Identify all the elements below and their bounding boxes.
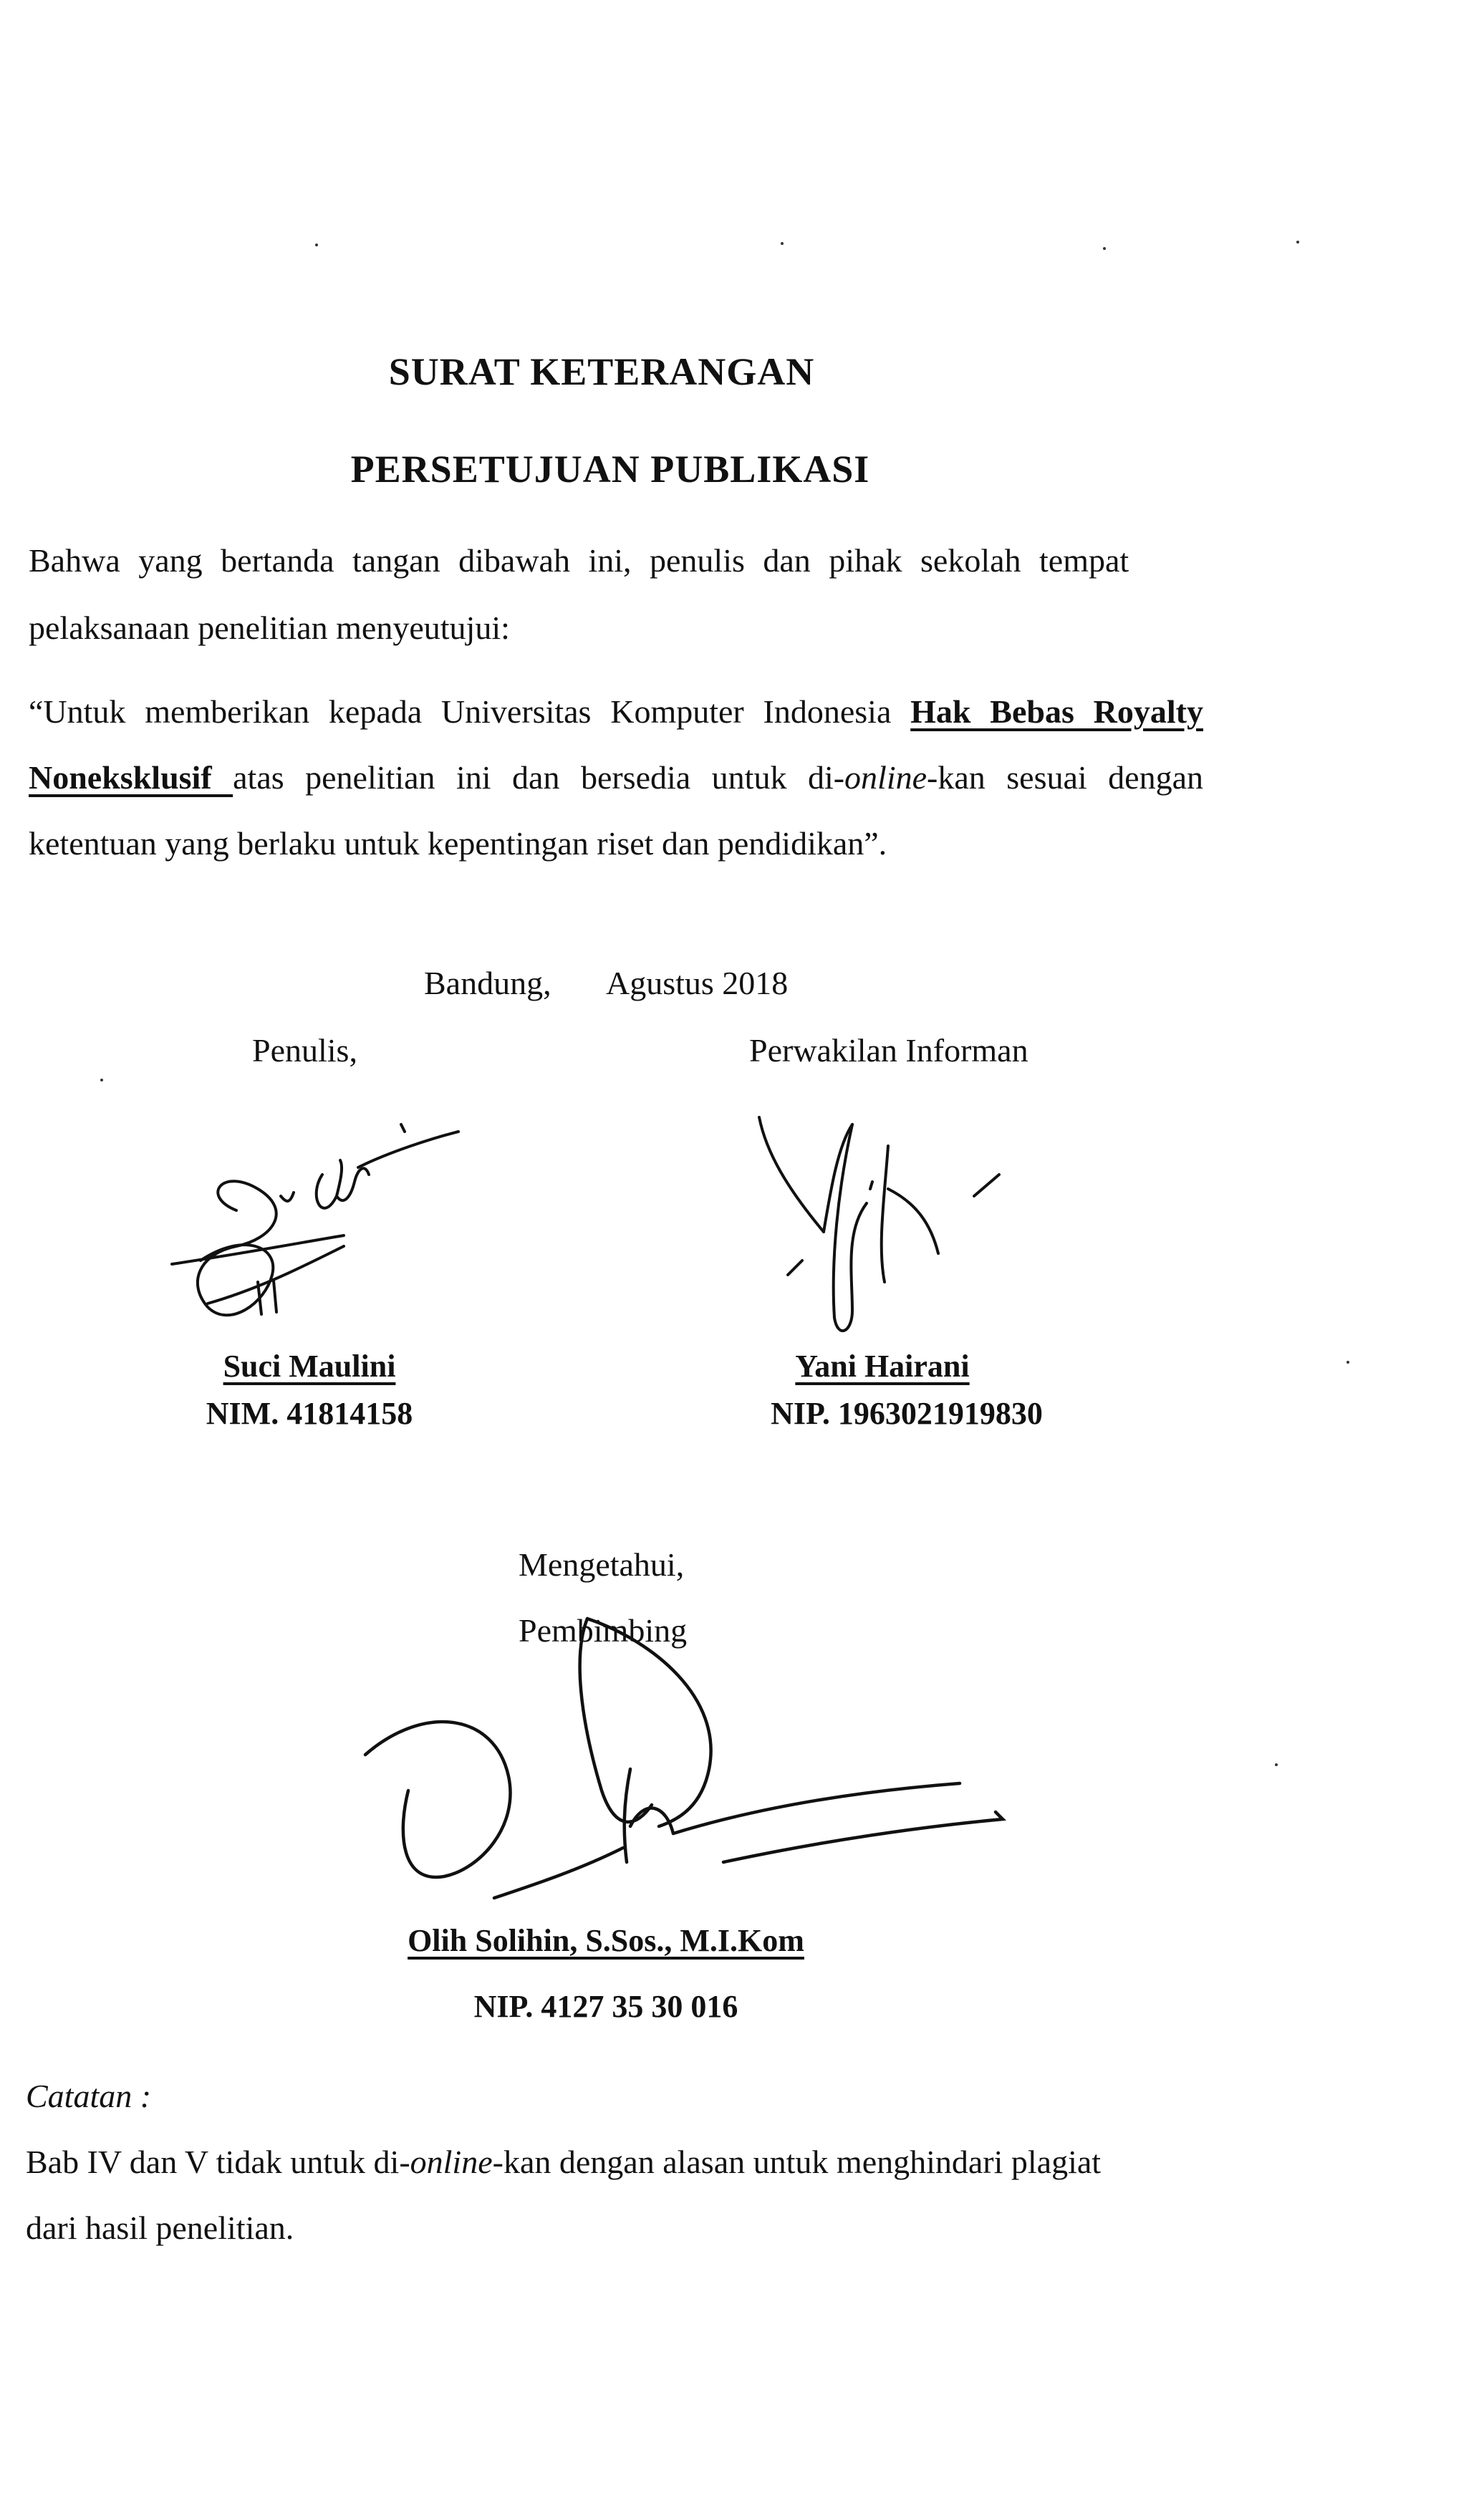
quote-text-2: atas penelitian ini dan bersedia untuk di-	[233, 759, 845, 796]
scan-speck	[1296, 241, 1299, 244]
intro-line-1: Bahwa yang bertanda tangan dibawah ini, penulis dan pihak sekolah tempat	[29, 542, 1129, 579]
note-label: Catatan :	[26, 2078, 152, 2114]
note-italic: online	[410, 2144, 493, 2180]
supervisor-id: NIP. 4127 35 30 016	[473, 1989, 738, 2024]
license-term: Hak Bebas Royalty Noneksklusif	[29, 693, 1203, 796]
scan-speck	[1103, 247, 1106, 250]
informant-name: Yani Hairani	[795, 1349, 970, 1384]
scan-speck	[1346, 1361, 1349, 1364]
scan-speck	[100, 1079, 103, 1081]
quote-italic: online	[844, 759, 928, 796]
informant-role: Perwakilan Informan	[749, 1032, 1028, 1069]
supervisor-name: Olih Solihin, S.Sos., M.I.Kom	[408, 1923, 804, 1958]
quote-paragraph	[29, 679, 1203, 877]
document-subtitle: PERSETUJUAN PUBLIKASI	[350, 448, 870, 491]
scan-speck	[781, 242, 784, 245]
writer-role: Penulis,	[252, 1032, 357, 1069]
scan-speck	[1275, 1763, 1278, 1766]
writer-name: Suci Maulini	[223, 1349, 396, 1384]
quote-text-3: -kan sesuai dengan ketentuan yang berlaku untuk kepentingan riset dan pendidikan”.	[29, 759, 1203, 862]
note-line-2: dari hasil penelitian.	[26, 2210, 294, 2246]
supervisor-signature	[365, 1590, 1024, 1927]
note-text-2: -kan dengan alasan untuk menghindari plagiat	[492, 2144, 1102, 2180]
note-line-1	[26, 2129, 1101, 2196]
supervisor-acknowledge: Mengetahui,	[519, 1546, 685, 1583]
place-city: Bandung,	[424, 965, 551, 1001]
informant-signature	[745, 1103, 1060, 1346]
note-text-1: Bab IV dan V tidak untuk di-	[26, 2144, 410, 2180]
informant-id: NIP. 1963021919830	[771, 1396, 1043, 1431]
document-title: SURAT KETERANGAN	[388, 350, 815, 393]
writer-id: NIM. 41814158	[206, 1396, 413, 1431]
writer-signature	[158, 1089, 473, 1332]
scan-speck	[315, 244, 318, 246]
place-date: Agustus 2018	[606, 965, 789, 1001]
quote-text-1: “Untuk memberikan kepada Universitas Komputer Indonesia	[29, 693, 911, 730]
intro-line-2: pelaksanaan penelitian menyeutujui:	[29, 609, 510, 646]
supervisor-role: Pembimbing	[519, 1612, 688, 1649]
